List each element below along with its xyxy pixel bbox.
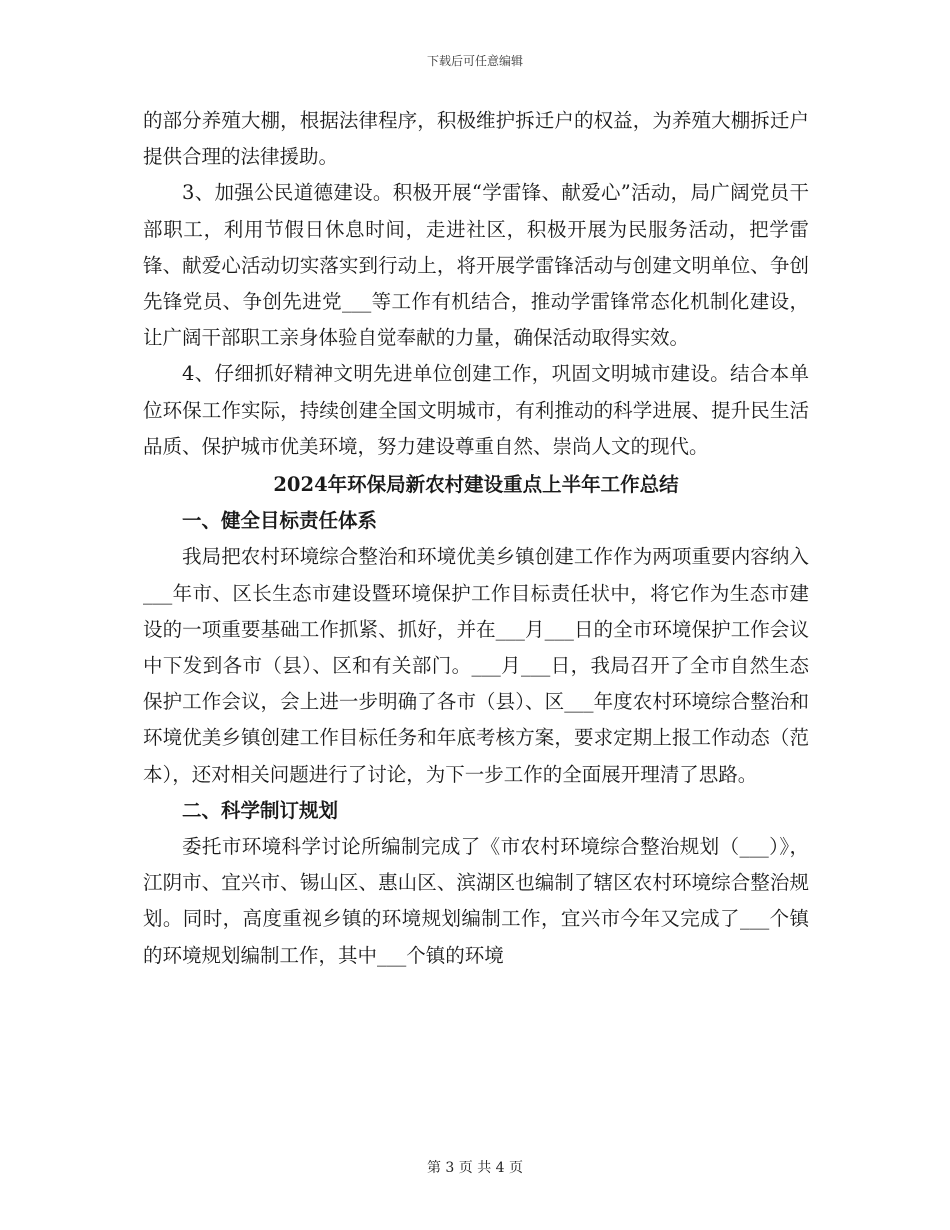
section-2-paragraph: 委托市环境科学讨论所编制完成了《市农村环境综合整治规划（___）》，江阴市、宜兴市、锡山区、惠山区、滨湖区也编制了辖区农村环境综合整治规划。同时，高度重视乡镇的环境规划编制工作，宜兴市今年又完成了___个镇的环境规划编制工作，其中___个镇的环境 [143,835,809,967]
section-1-paragraph: 我局把农村环境综合整治和环境优美乡镇创建工作作为两项重要内容纳入___年市、区长生态市建设暨环境保护工作目标责任状中，将它作为生态市建设的一项重要基础工作抓紧、抓好，并在___月___日的全市环境保护工作会议中下发到各市（县）、区和有关部门。___月___日，我局召开了全市自然生态保护工作会议，会上进一步明确了各市（县）、区___年度农村环境综合整治和环境优美乡镇创建工作目标任务和年底考核方案，要求定期上报工作动态（范本），还对相关问题进行了讨论，为下一步工作的全面展开理清了思路。 [143,545,809,786]
page-header: 下载后可任意编辑 [426,54,523,68]
document-body [143,103,809,974]
section-heading-1: 一、健全目标责任体系 [182,509,378,533]
paragraph-item-3: 3、加强公民道德建设。积极开展“学雷锋、献爱心”活动，局广阔党员干部职工，利用节假日休息时间，走进社区，积极开展为民服务活动，把学雷锋、献爱心活动切实落实到行动上，将开展学雷锋活动与创建文明单位、争创先锋党员、争创先进党___等工作有机结合，推动学雷锋常态化机制化建设，让广阔干部职工亲身体验自觉奉献的力量，确保活动取得实效。 [143,181,809,350]
document-title: 2024年环保局新农村建设重点上半年工作总结 [273,473,679,497]
paragraph-continuation: 的部分养殖大棚，根据法律程序，积极维护拆迁户的权益，为养殖大棚拆迁户提供合理的法律援助。 [143,109,809,169]
paragraph-item-4: 4、仔细抓好精神文明先进单位创建工作，巩固文明城市建设。结合本单位环保工作实际，持续创建全国文明城市，有利推动的科学进展、提升民生活品质、保护城市优美环境，努力建设尊重自然、崇尚人文的现代。 [143,362,809,458]
page-footer: 第 3 页 共 4 页 [426,1160,524,1176]
section-heading-2: 二、科学制订规划 [182,798,339,822]
